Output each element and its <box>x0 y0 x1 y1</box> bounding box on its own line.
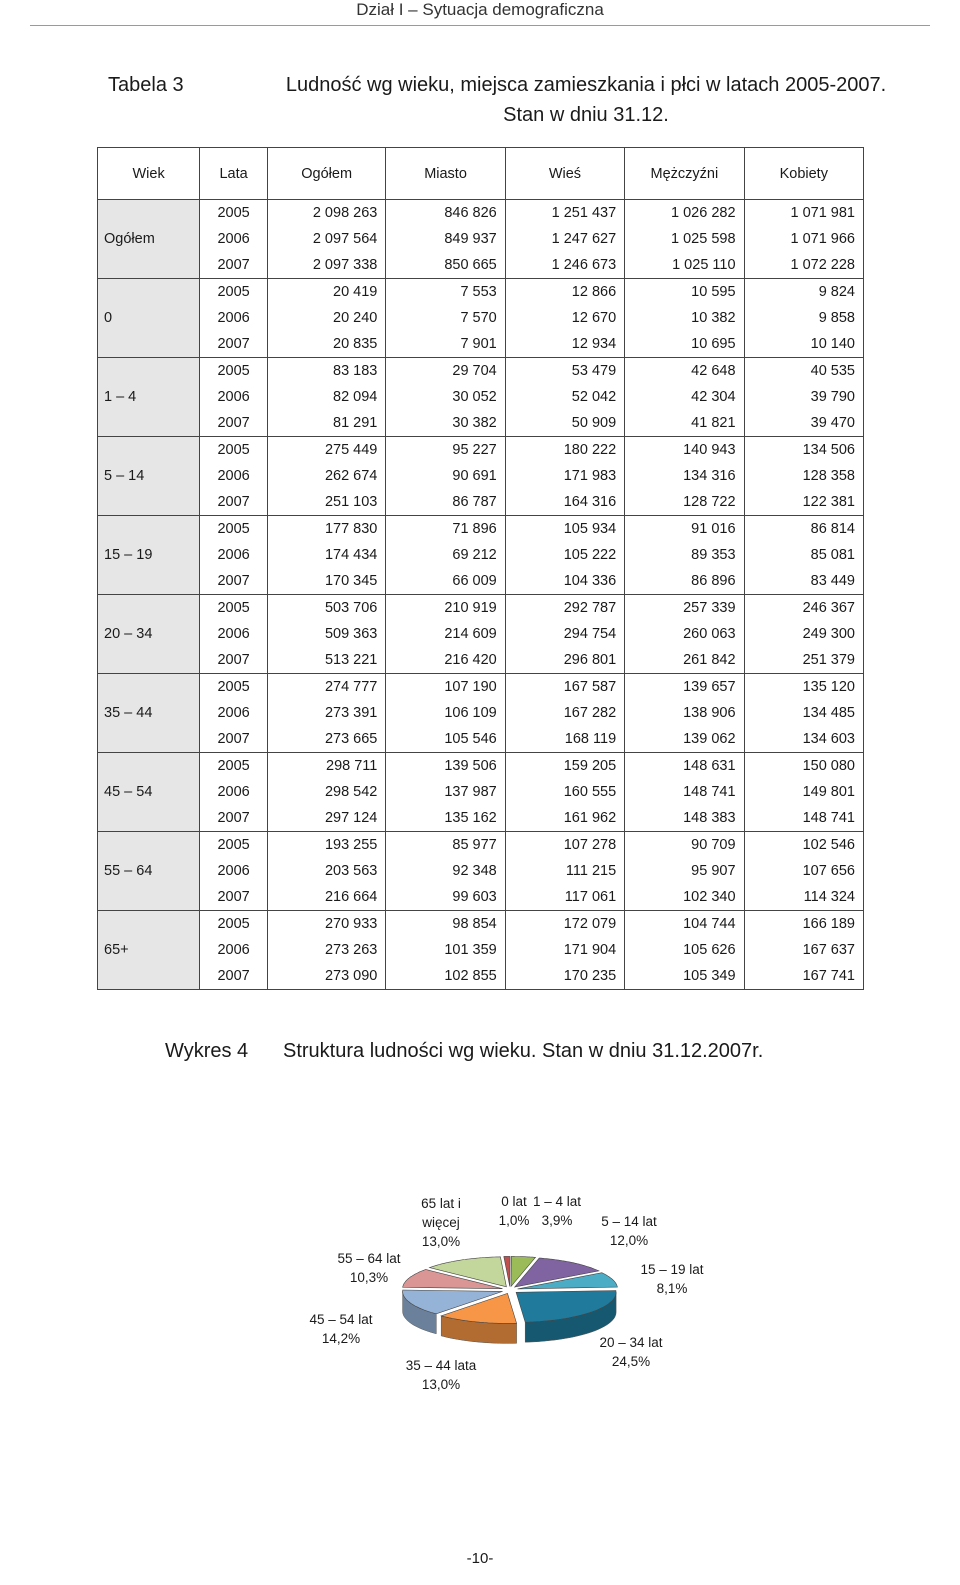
cell-total: 273 391 <box>267 700 385 726</box>
cell-city: 30 052 <box>386 384 505 410</box>
cell-total: 274 777 <box>267 674 385 701</box>
cell-total: 503 706 <box>267 595 385 622</box>
cell-year: 2007 <box>200 568 268 595</box>
cell-women: 85 081 <box>744 542 863 568</box>
cell-year: 2005 <box>200 832 268 859</box>
pie-slice-label-line: 10,3% <box>349 1270 389 1285</box>
cell-women: 9 858 <box>744 305 863 331</box>
cell-men: 10 695 <box>625 331 744 358</box>
cell-men: 148 383 <box>625 805 744 832</box>
cell-total: 273 665 <box>267 726 385 753</box>
pie-slice-label-line: 8,1% <box>656 1281 688 1296</box>
cell-year: 2006 <box>200 542 268 568</box>
cell-men: 128 722 <box>625 489 744 516</box>
cell-total: 82 094 <box>267 384 385 410</box>
cell-women: 1 072 228 <box>744 252 863 279</box>
cell-village: 111 215 <box>505 858 624 884</box>
pie-slice-label-line: 3,9% <box>541 1213 573 1228</box>
cell-village: 53 479 <box>505 358 624 385</box>
col-header-total: Ogółem <box>267 148 385 200</box>
age-group-cell: 20 – 34 <box>98 595 200 674</box>
cell-women: 102 546 <box>744 832 863 859</box>
col-header-village: Wieś <box>505 148 624 200</box>
age-group-cell: 65+ <box>98 911 200 990</box>
cell-women: 83 449 <box>744 568 863 595</box>
cell-total: 2 098 263 <box>267 200 385 227</box>
pie-slice-label <box>309 1310 372 1348</box>
cell-city: 95 227 <box>386 437 505 464</box>
cell-total: 177 830 <box>267 516 385 543</box>
cell-year: 2007 <box>200 726 268 753</box>
cell-men: 104 744 <box>625 911 744 938</box>
cell-year: 2007 <box>200 884 268 911</box>
cell-women: 134 485 <box>744 700 863 726</box>
cell-city: 105 546 <box>386 726 505 753</box>
cell-men: 140 943 <box>625 437 744 464</box>
cell-city: 216 420 <box>386 647 505 674</box>
cell-total: 20 240 <box>267 305 385 331</box>
cell-total: 298 542 <box>267 779 385 805</box>
cell-men: 1 026 282 <box>625 200 744 227</box>
page-number: -10- <box>466 1550 494 1567</box>
cell-year: 2006 <box>200 463 268 489</box>
cell-men: 41 821 <box>625 410 744 437</box>
cell-village: 12 934 <box>505 331 624 358</box>
table-title-line2: Stan w dniu 31.12. <box>503 104 669 126</box>
cell-year: 2006 <box>200 779 268 805</box>
cell-city: 86 787 <box>386 489 505 516</box>
cell-year: 2005 <box>200 279 268 306</box>
cell-year: 2006 <box>200 621 268 647</box>
cell-city: 85 977 <box>386 832 505 859</box>
pie-slice-label <box>499 1192 530 1230</box>
cell-year: 2005 <box>200 358 268 385</box>
cell-women: 166 189 <box>744 911 863 938</box>
cell-total: 20 835 <box>267 331 385 358</box>
cell-total: 81 291 <box>267 410 385 437</box>
pie-slice-label <box>406 1356 477 1394</box>
cell-total: 20 419 <box>267 279 385 306</box>
cell-city: 98 854 <box>386 911 505 938</box>
cell-women: 1 071 981 <box>744 200 863 227</box>
cell-total: 513 221 <box>267 647 385 674</box>
cell-men: 1 025 598 <box>625 226 744 252</box>
cell-men: 139 657 <box>625 674 744 701</box>
pie-slice-label <box>601 1212 657 1250</box>
cell-women: 107 656 <box>744 858 863 884</box>
cell-village: 296 801 <box>505 647 624 674</box>
chart-title: Struktura ludności wg wieku. Stan w dniu 31.12.2007r. <box>283 1040 764 1062</box>
cell-village: 105 934 <box>505 516 624 543</box>
cell-village: 159 205 <box>505 753 624 780</box>
cell-city: 7 553 <box>386 279 505 306</box>
cell-city: 99 603 <box>386 884 505 911</box>
cell-women: 134 506 <box>744 437 863 464</box>
cell-women: 10 140 <box>744 331 863 358</box>
cell-women: 135 120 <box>744 674 863 701</box>
age-group-cell: 55 – 64 <box>98 832 200 911</box>
cell-total: 174 434 <box>267 542 385 568</box>
cell-year: 2006 <box>200 305 268 331</box>
cell-city: 210 919 <box>386 595 505 622</box>
cell-men: 261 842 <box>625 647 744 674</box>
cell-village: 105 222 <box>505 542 624 568</box>
pie-slice-label-line: 45 – 54 lat <box>309 1312 373 1327</box>
cell-year: 2006 <box>200 937 268 963</box>
cell-city: 135 162 <box>386 805 505 832</box>
cell-village: 1 251 437 <box>505 200 624 227</box>
cell-total: 262 674 <box>267 463 385 489</box>
cell-city: 139 506 <box>386 753 505 780</box>
cell-city: 137 987 <box>386 779 505 805</box>
cell-city: 29 704 <box>386 358 505 385</box>
cell-women: 246 367 <box>744 595 863 622</box>
cell-year: 2005 <box>200 911 268 938</box>
cell-village: 171 983 <box>505 463 624 489</box>
cell-city: 71 896 <box>386 516 505 543</box>
pie-slice-label-line: 65 lat i <box>421 1196 461 1211</box>
cell-village: 52 042 <box>505 384 624 410</box>
cell-village: 161 962 <box>505 805 624 832</box>
cell-women: 251 379 <box>744 647 863 674</box>
cell-total: 203 563 <box>267 858 385 884</box>
cell-men: 257 339 <box>625 595 744 622</box>
cell-city: 849 937 <box>386 226 505 252</box>
cell-women: 167 637 <box>744 937 863 963</box>
cell-women: 128 358 <box>744 463 863 489</box>
cell-women: 9 824 <box>744 279 863 306</box>
cell-women: 39 470 <box>744 410 863 437</box>
cell-city: 66 009 <box>386 568 505 595</box>
cell-women: 148 741 <box>744 805 863 832</box>
cell-men: 90 709 <box>625 832 744 859</box>
age-group-cell: 35 – 44 <box>98 674 200 753</box>
cell-year: 2007 <box>200 331 268 358</box>
cell-village: 167 587 <box>505 674 624 701</box>
col-header-city: Miasto <box>386 148 505 200</box>
cell-year: 2005 <box>200 516 268 543</box>
cell-men: 148 631 <box>625 753 744 780</box>
cell-men: 260 063 <box>625 621 744 647</box>
cell-city: 846 826 <box>386 200 505 227</box>
cell-year: 2006 <box>200 226 268 252</box>
age-group-cell: 1 – 4 <box>98 358 200 437</box>
cell-village: 12 670 <box>505 305 624 331</box>
pie-slice-label <box>421 1194 461 1251</box>
cell-men: 10 595 <box>625 279 744 306</box>
cell-village: 172 079 <box>505 911 624 938</box>
age-group-cell: 15 – 19 <box>98 516 200 595</box>
cell-women: 114 324 <box>744 884 863 911</box>
cell-year: 2005 <box>200 200 268 227</box>
cell-total: 193 255 <box>267 832 385 859</box>
cell-village: 170 235 <box>505 963 624 990</box>
cell-village: 180 222 <box>505 437 624 464</box>
cell-year: 2006 <box>200 858 268 884</box>
cell-men: 42 648 <box>625 358 744 385</box>
cell-women: 1 071 966 <box>744 226 863 252</box>
cell-women: 149 801 <box>744 779 863 805</box>
cell-city: 214 609 <box>386 621 505 647</box>
cell-year: 2005 <box>200 437 268 464</box>
cell-city: 102 855 <box>386 963 505 990</box>
cell-village: 107 278 <box>505 832 624 859</box>
cell-city: 106 109 <box>386 700 505 726</box>
cell-men: 105 349 <box>625 963 744 990</box>
pie-slice-label-line: 5 – 14 lat <box>601 1214 657 1229</box>
cell-city: 30 382 <box>386 410 505 437</box>
cell-village: 1 246 673 <box>505 252 624 279</box>
cell-men: 102 340 <box>625 884 744 911</box>
cell-men: 42 304 <box>625 384 744 410</box>
cell-city: 7 901 <box>386 331 505 358</box>
pie-slice-label-line: więcej <box>422 1215 460 1230</box>
col-header-age: Wiek <box>98 148 200 200</box>
cell-village: 292 787 <box>505 595 624 622</box>
cell-men: 148 741 <box>625 779 744 805</box>
pie-slice-label-line: 14,2% <box>321 1331 361 1346</box>
pie-slice-label <box>599 1333 662 1371</box>
cell-village: 12 866 <box>505 279 624 306</box>
cell-total: 273 090 <box>267 963 385 990</box>
cell-total: 2 097 338 <box>267 252 385 279</box>
age-group-cell: 5 – 14 <box>98 437 200 516</box>
cell-city: 92 348 <box>386 858 505 884</box>
cell-village: 167 282 <box>505 700 624 726</box>
cell-men: 86 896 <box>625 568 744 595</box>
cell-city: 850 665 <box>386 252 505 279</box>
chart-label: Wykres 4 <box>165 1040 249 1062</box>
cell-total: 273 263 <box>267 937 385 963</box>
age-group-cell: 45 – 54 <box>98 753 200 832</box>
running-header: Dział I – Sytuacja demograficzna <box>356 0 604 19</box>
cell-city: 90 691 <box>386 463 505 489</box>
cell-year: 2005 <box>200 753 268 780</box>
cell-village: 160 555 <box>505 779 624 805</box>
cell-year: 2007 <box>200 489 268 516</box>
pie-slice-label-line: 0 lat <box>501 1194 527 1209</box>
age-group-cell: Ogółem <box>98 200 200 279</box>
cell-women: 167 741 <box>744 963 863 990</box>
pie-slice-label <box>533 1192 581 1230</box>
cell-women: 150 080 <box>744 753 863 780</box>
cell-men: 10 382 <box>625 305 744 331</box>
cell-men: 95 907 <box>625 858 744 884</box>
cell-total: 270 933 <box>267 911 385 938</box>
cell-year: 2007 <box>200 647 268 674</box>
pie-slice-label <box>337 1249 400 1287</box>
cell-total: 298 711 <box>267 753 385 780</box>
pie-slice-label-line: 1,0% <box>498 1213 530 1228</box>
col-header-women: Kobiety <box>744 148 863 200</box>
cell-total: 216 664 <box>267 884 385 911</box>
cell-year: 2006 <box>200 384 268 410</box>
cell-women: 39 790 <box>744 384 863 410</box>
cell-year: 2005 <box>200 595 268 622</box>
cell-men: 105 626 <box>625 937 744 963</box>
cell-women: 134 603 <box>744 726 863 753</box>
cell-city: 107 190 <box>386 674 505 701</box>
col-header-men: Mężczyźni <box>625 148 744 200</box>
cell-year: 2007 <box>200 410 268 437</box>
cell-village: 294 754 <box>505 621 624 647</box>
pie-slice-label <box>640 1260 703 1298</box>
pie-slice-label-line: 15 – 19 lat <box>640 1262 704 1277</box>
cell-city: 69 212 <box>386 542 505 568</box>
cell-village: 104 336 <box>505 568 624 595</box>
pie-slice-label-line: 13,0% <box>421 1377 461 1392</box>
cell-total: 251 103 <box>267 489 385 516</box>
table-label: Tabela 3 <box>108 74 184 96</box>
cell-village: 1 247 627 <box>505 226 624 252</box>
pie-slice-label-line: 1 – 4 lat <box>532 1194 582 1209</box>
cell-year: 2006 <box>200 700 268 726</box>
cell-village: 50 909 <box>505 410 624 437</box>
cell-men: 91 016 <box>625 516 744 543</box>
cell-total: 275 449 <box>267 437 385 464</box>
cell-women: 40 535 <box>744 358 863 385</box>
cell-men: 1 025 110 <box>625 252 744 279</box>
pie-slice-label-line: 55 – 64 lat <box>337 1251 401 1266</box>
cell-total: 297 124 <box>267 805 385 832</box>
pie-slice-label-line: 13,0% <box>421 1234 461 1249</box>
cell-city: 7 570 <box>386 305 505 331</box>
pie-slice-label-line: 24,5% <box>611 1354 651 1369</box>
cell-village: 168 119 <box>505 726 624 753</box>
pie-slice-label-line: 20 – 34 lat <box>599 1335 663 1350</box>
age-group-cell: 0 <box>98 279 200 358</box>
pie-slice-label-line: 12,0% <box>609 1233 649 1248</box>
cell-year: 2005 <box>200 674 268 701</box>
cell-village: 164 316 <box>505 489 624 516</box>
pie-slice-label-line: 35 – 44 lata <box>405 1358 477 1373</box>
table-title-line1: Ludność wg wieku, miejsca zamieszkania i płci w latach 2005-2007. <box>285 74 887 96</box>
cell-women: 249 300 <box>744 621 863 647</box>
cell-men: 134 316 <box>625 463 744 489</box>
cell-men: 89 353 <box>625 542 744 568</box>
cell-total: 83 183 <box>267 358 385 385</box>
cell-year: 2007 <box>200 963 268 990</box>
cell-women: 122 381 <box>744 489 863 516</box>
col-header-year: Lata <box>200 148 268 200</box>
cell-total: 170 345 <box>267 568 385 595</box>
cell-men: 138 906 <box>625 700 744 726</box>
cell-total: 509 363 <box>267 621 385 647</box>
cell-city: 101 359 <box>386 937 505 963</box>
cell-year: 2007 <box>200 252 268 279</box>
cell-men: 139 062 <box>625 726 744 753</box>
cell-year: 2007 <box>200 805 268 832</box>
cell-village: 171 904 <box>505 937 624 963</box>
cell-total: 2 097 564 <box>267 226 385 252</box>
cell-village: 117 061 <box>505 884 624 911</box>
cell-women: 86 814 <box>744 516 863 543</box>
